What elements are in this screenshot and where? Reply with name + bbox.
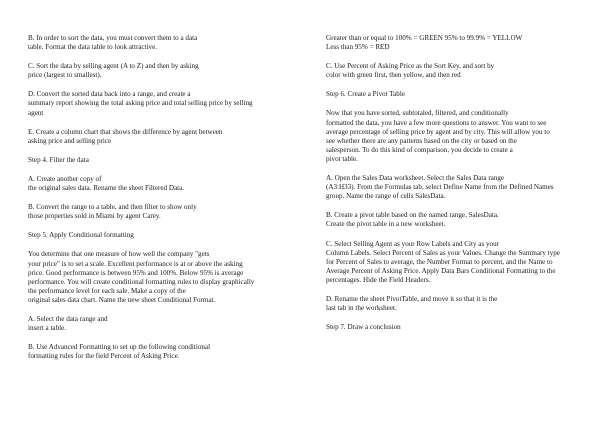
paragraph-define-name: A. Open the Sales Data worksheet. Select the Sales Data range (A3:H33). From the Formulas tab, select Define Name from the Defined Names group. Name the range of cells SalesData. [326, 174, 554, 201]
heading-step-6: Step 6. Create a Pivot Table [326, 90, 405, 99]
heading-step-5: Step 5. Apply Conditional formatting [28, 231, 134, 240]
paragraph-advanced-formatting: B. Use Advanced Formatting to set up the following conditional formatting rules for the field Percent of Asking Price. [28, 343, 211, 361]
paragraph-color-rules: Greater than or equal to 100% = GREEN 95% to 99.9% = YELLOW Less than 95% = RED [326, 34, 523, 52]
paragraph-rename-sheet: D. Rename the sheet PivotTable, and move it so that it is the last tab in the worksheet. [326, 294, 498, 313]
right-column [326, 34, 578, 342]
paragraph-select-range: A. Select the data range and insert a table. [28, 314, 108, 333]
paragraph-sort-convert-table: B. In order to sort the data, you must convert them to a data table. Format the data table to look attractive. [28, 34, 198, 52]
paragraph-copy-sales-data: A. Create another copy of the original sales data. Rename the sheet Filtered Data. [28, 174, 185, 193]
paragraph-filter-miami: B. Convert the range to a table, and then filter to show only those properties sold in Miami by agent Carey. [28, 203, 197, 221]
paragraph-pivot-intro: Now that you have sorted, subtotaled, filtered, and conditionally formatted the data, you have a few more questions to answer. You want to see average percentage of selling price by agent and by city. This will allow you to see whether there are any patterns based on the city or based on the salesperson. To do this kind of comparison, you decide to create a pivot table. [326, 109, 550, 163]
heading-step-7: Step 7. Draw a conclusion [326, 323, 401, 332]
paragraph-sort-by-color: C. Use Percent of Asking Price as the Sort Key, and sort by color with green first, then yellow, and then red [326, 62, 495, 80]
heading-step-4: Step 4. Filter the data [28, 155, 89, 164]
paragraph-create-pivot: B. Create a pivot table based on the named range, SalesData. Create the pivot table in a new worksheet. [326, 211, 499, 229]
paragraph-conditional-intro: You determine that one measure of how well the company "gets your price" is to set a scale. Excellent performance is at or above the asking price. Good performance is between 95% and 100%. Below 95% is average performance. You will create conditional formatting rules to display graphically the performance level for each sale. Make a copy of the original sales data chart. Name the new sheet Conditional Format. [28, 250, 255, 304]
left-column [28, 34, 278, 371]
paragraph-pivot-fields: C. Select Selling Agent as your Row Labels and City as your Column Labels. Select Percent of Sales as your Values. Change the Summary type for Percent of Sales to average, the Number Format to percent, and the Name to Average Percent of Asking Price. Apply Data Bars Conditional Formatting to the percentages. Hide the Field Headers. [326, 239, 560, 284]
paragraph-column-chart: E. Create a column chart that shows the difference by agent between asking price and selling price [28, 127, 223, 145]
paragraph-summary-report: D. Convert the sorted data back into a range, and create a summary report showing the total asking price and total selling price by selling agent [28, 90, 253, 117]
paragraph-sort-by-agent: C. Sort the data by selling agent (A to Z) and then by asking price (largest to smallest). [28, 62, 199, 80]
